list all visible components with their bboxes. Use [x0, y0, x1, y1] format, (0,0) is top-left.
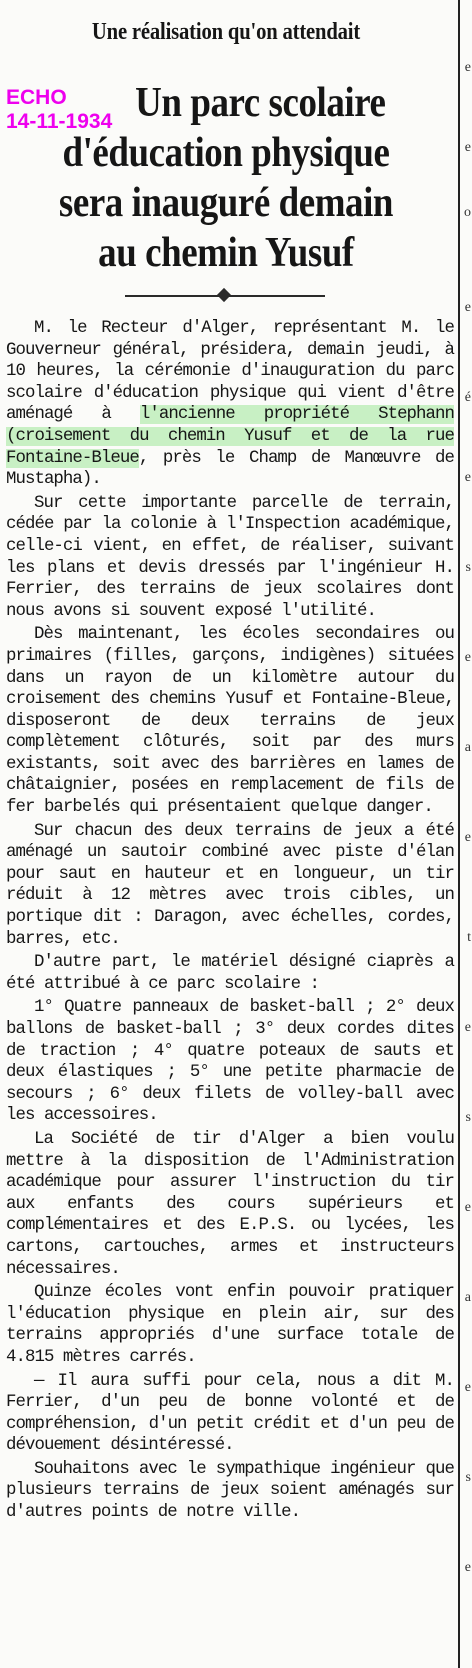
diamond-icon [217, 288, 231, 302]
stamp-source: ECHO [6, 86, 67, 109]
headline [0, 78, 452, 278]
paragraph: Sur cette importante parcelle de terrain, cédée par la colonie à l'Inspection académique, celle-ci vient, en effet, de réaliser, suivant les plans et devis dressés par l'ingénieur H. Ferrier, des terrains de jeux scolaires dont nous avons si souvent exposé l'utilité. [6, 493, 454, 621]
stamp-date: 14-11-1934 [6, 110, 113, 133]
paragraph: La Société de tir d'Alger a bien voulu mettre à la disposition de l'Administration académique pour assurer l'instruction du tir aux enfants des cours supérieurs et complémentaires et des E.P.S. ou lycées, les cartons, cartouches, armes et instructeurs nécessaires. [6, 1129, 454, 1279]
paragraph: Quinze écoles vont enfin pouvoir pratiquer l'éducation physique en plein air, sur des terrains appropriés d'une surface totale de 4.815 mètres carrés. [6, 1283, 454, 1367]
paragraph-text: M. le Recteur d'Alger, représentant M. le Gouverneur général, présidera, demain jeudi, à 10 heures, la cérémonie d'inauguration du parc scolaire d'éducation physique qui vient d'être aménagé à [6, 319, 454, 425]
paragraph-text: , près le Champ de Manœuvre de Mustapha). [6, 448, 454, 490]
headline-line-1: Un parc scolaire [135, 80, 386, 126]
adjacent-column-edge: e e o e é e s e a e t e s e a e s e [464, 60, 471, 1575]
headline-line-3: sera inauguré demain [58, 180, 394, 226]
paragraph: Dès maintenant, les écoles secondaires ou primaires (filles, garçons, indigènes) situées dans un rayon de un kilomètre autour du croisement des chemins Yusuf et Fontaine-Bleue, disposeront de deux terrains de jeux complètement clôturés, soit par des murs existants, soit avec des barrières en lames de châtaignier, posées en remplacement de fils de fer barbelés qui présentaient quelque danger. [6, 625, 454, 818]
ornament-divider [120, 290, 330, 302]
paragraph: D'autre part, le matériel désigné ciaprès a été attribué à ce parc scolaire : [6, 953, 454, 994]
article-body [6, 318, 454, 1526]
headline-line-4: au chemin Yusuf [98, 230, 354, 276]
paragraph: 1° Quatre panneaux de basket-ball ; 2° deux ballons de basket-ball ; 3° deux cordes dites de traction ; 4° quatre poteaux de sauts et deux élastiques ; 5° une petite pharmacie de secours ; 6° deux filets de volley-ball avec les accessoires. [6, 998, 454, 1126]
paragraph [6, 318, 454, 491]
highlighted-address: l'ancienne propriété Stephann (croisement du chemin Yusuf et de la rue Fontaine-Bleue [6, 405, 454, 468]
headline-line-2: d'éducation physique [62, 130, 390, 176]
kicker-title: Une réalisation qu'on attendait [91, 19, 361, 45]
paragraph: Souhaitons avec le sympathique ingénieur que plusieurs terrains de jeux soient aménagés sur d'autres points de notre ville. [6, 1459, 454, 1523]
paragraph: Sur chacun des deux terrains de jeux a été aménagé un sautoir combiné avec piste d'élan pour saut en hauteur et en longueur, un tir réduit à 12 mètres avec trois cibles, un portique dit : Daragon, avec échelles, cordes, barres, etc. [6, 821, 454, 949]
paragraph: — Il aura suffi pour cela, nous a dit M. Ferrier, d'un peu de bonne volonté et de compréhension, d'un petit crédit et d'un peu de dévouement désintéressé. [6, 1371, 454, 1456]
